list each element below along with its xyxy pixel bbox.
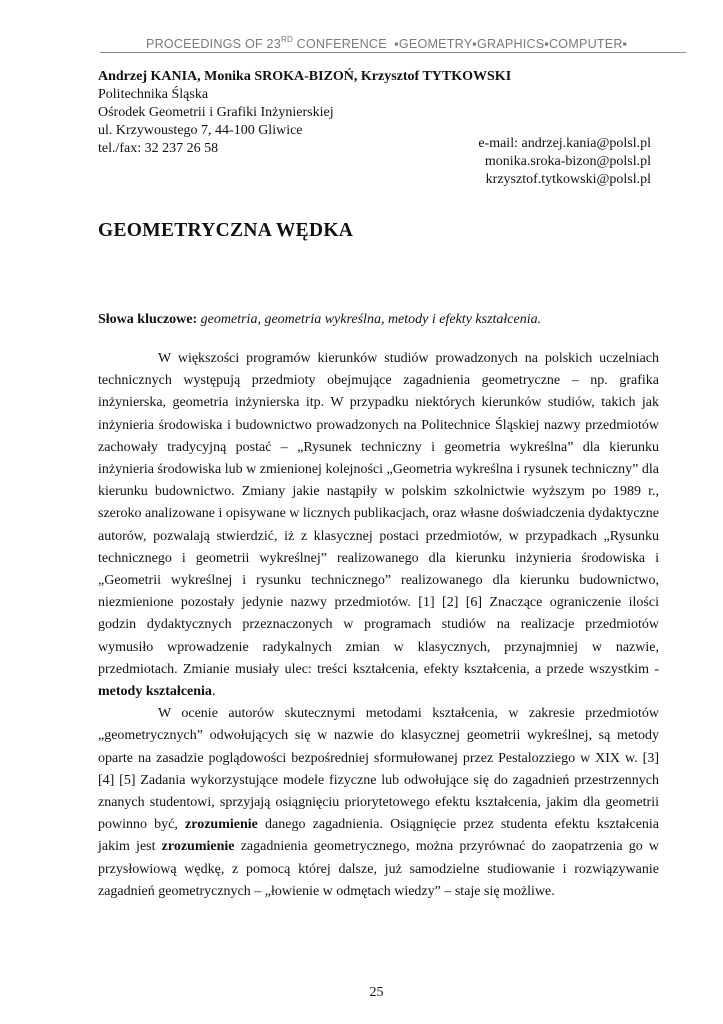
paragraph: [98, 703, 659, 903]
paragraph-text: W większości programów kierunków studiów prowadzonych na polskich uczelniach technicznych występują przedmioty obejmujące zagadnienia geometryczne – np. grafika inżynierska, geometria inżynierska itp. W przypadku niektórych kierunków studiów, takich jak inżynieria środowiska i budownictwo prowadzonych na Politechnice Śląskiej nazwy przedmiotów zachowały tradycyjną postać – „Rysunek techniczny i geometria wykreślna” dla kierunku inżynieria środowiska lub w zmienionej kolejności „Geometria wykreślna i rysunek techniczny” dla kierunku budownictwo. Zmiany jakie nastąpiły w polskim szkolnictwie wyższym po 1989 r., szeroko analizowane i opisywane w licznych publikacjach, oraz własne doświadczenia dydaktyczne autorów, pozwalają stwierdzić, iż z klasycznej postaci przedmiotów, w przypadkach „Rysunku technicznego i geometrii wykreślnej” realizowanego dla kierunku inżynieria środowiska i „Geometrii wykreślnej i rysunku technicznego” realizowanego dla kierunku budownictwo, niezmienione pozostały jedynie nazwy przedmiotów. [1] [2] [6] Znaczące ograniczenie ilości godzin dydaktycznych przeznaczonych w programach studiów na realizacje przedmiotów wymusiło wprowadzenie radykalnych zmian w klasycznych, przynajmniej w nazwie, przedmiotach. Zmianie musiały ulec: treści kształcenia, efekty kształcenia, a przede wszystkim -: [98, 351, 659, 677]
email-block: [478, 135, 651, 189]
body-text: [98, 348, 659, 903]
keywords: [98, 312, 658, 328]
affiliation-line: Ośrodek Geometrii i Grafiki Inżynierskiej: [98, 105, 334, 120]
affiliation-line: ul. Krzywoustego 7, 44-100 Gliwice: [98, 123, 303, 138]
paragraph-text: .: [211, 684, 216, 700]
emphasis: metody kształcenia: [98, 684, 212, 700]
header-superscript: RD: [280, 35, 293, 44]
paragraph-text: zagadnienia geometrycznego, można przyrównać do zaopatrzenia go w przysłowiową wędkę, z pomocą której dalsze, już samodzielne studiowanie i rozwiązywanie zagadnień geometrycznych – „łowienie w odmętach wiedzy” – staje się możliwe.: [98, 839, 659, 899]
paper-title: GEOMETRYCZNA WĘDKA: [98, 220, 354, 241]
email-line: krzysztof.tytkowski@polsl.pl: [485, 172, 651, 187]
email-line: e-mail: andrzej.kania@polsl.pl: [478, 136, 651, 151]
author-names: Andrzej KANIA, Monika SROKA-BIZOŃ, Krzysztof TYTKOWSKI: [98, 69, 512, 84]
affiliation-line: Politechnika Śląska: [98, 87, 209, 102]
paragraph-text: danego zagadnienia. Osiągnięcie przez studenta efektu kształcenia jakim jest: [98, 817, 660, 855]
email-line: monika.sroka-bizon@polsl.pl: [484, 154, 651, 169]
header-suffix: CONFERENCE ▪GEOMETRY▪GRAPHICS▪COMPUTER▪: [292, 37, 628, 51]
affiliation-line: tel./fax: 32 237 26 58: [98, 141, 219, 156]
emphasis: zrozumienie: [161, 839, 235, 855]
header-rule: [100, 52, 686, 53]
running-header: [100, 35, 686, 51]
page-number: 25: [369, 985, 384, 1000]
header-prefix: PROCEEDINGS OF 23: [146, 37, 281, 51]
paragraph-text: W ocenie autorów skutecznymi metodami kształcenia, w zakresie przedmiotów „geometrycznych” odwołujących się w nazwie do klasycznej geometrii wykreślnej, są metody oparte na zasadzie poglądowości bezpośredniej sformułowanej przez Pestalozziego w XIX w. [3] [4] [5] Zadania wykorzystujące modele fizyczne lub odwołujące się do zagadnień przestrzennych znanych studentowi, sprzyjają osiągnięciu priorytetowego efektu kształcenia, jakim dla geometrii powinno być,: [98, 706, 659, 833]
keywords-label: Słowa kluczowe:: [98, 312, 198, 327]
paragraph: [98, 348, 659, 703]
keywords-text: geometria, geometria wykreślna, metody i efekty kształcenia.: [197, 312, 542, 327]
emphasis: zrozumienie: [185, 817, 258, 833]
